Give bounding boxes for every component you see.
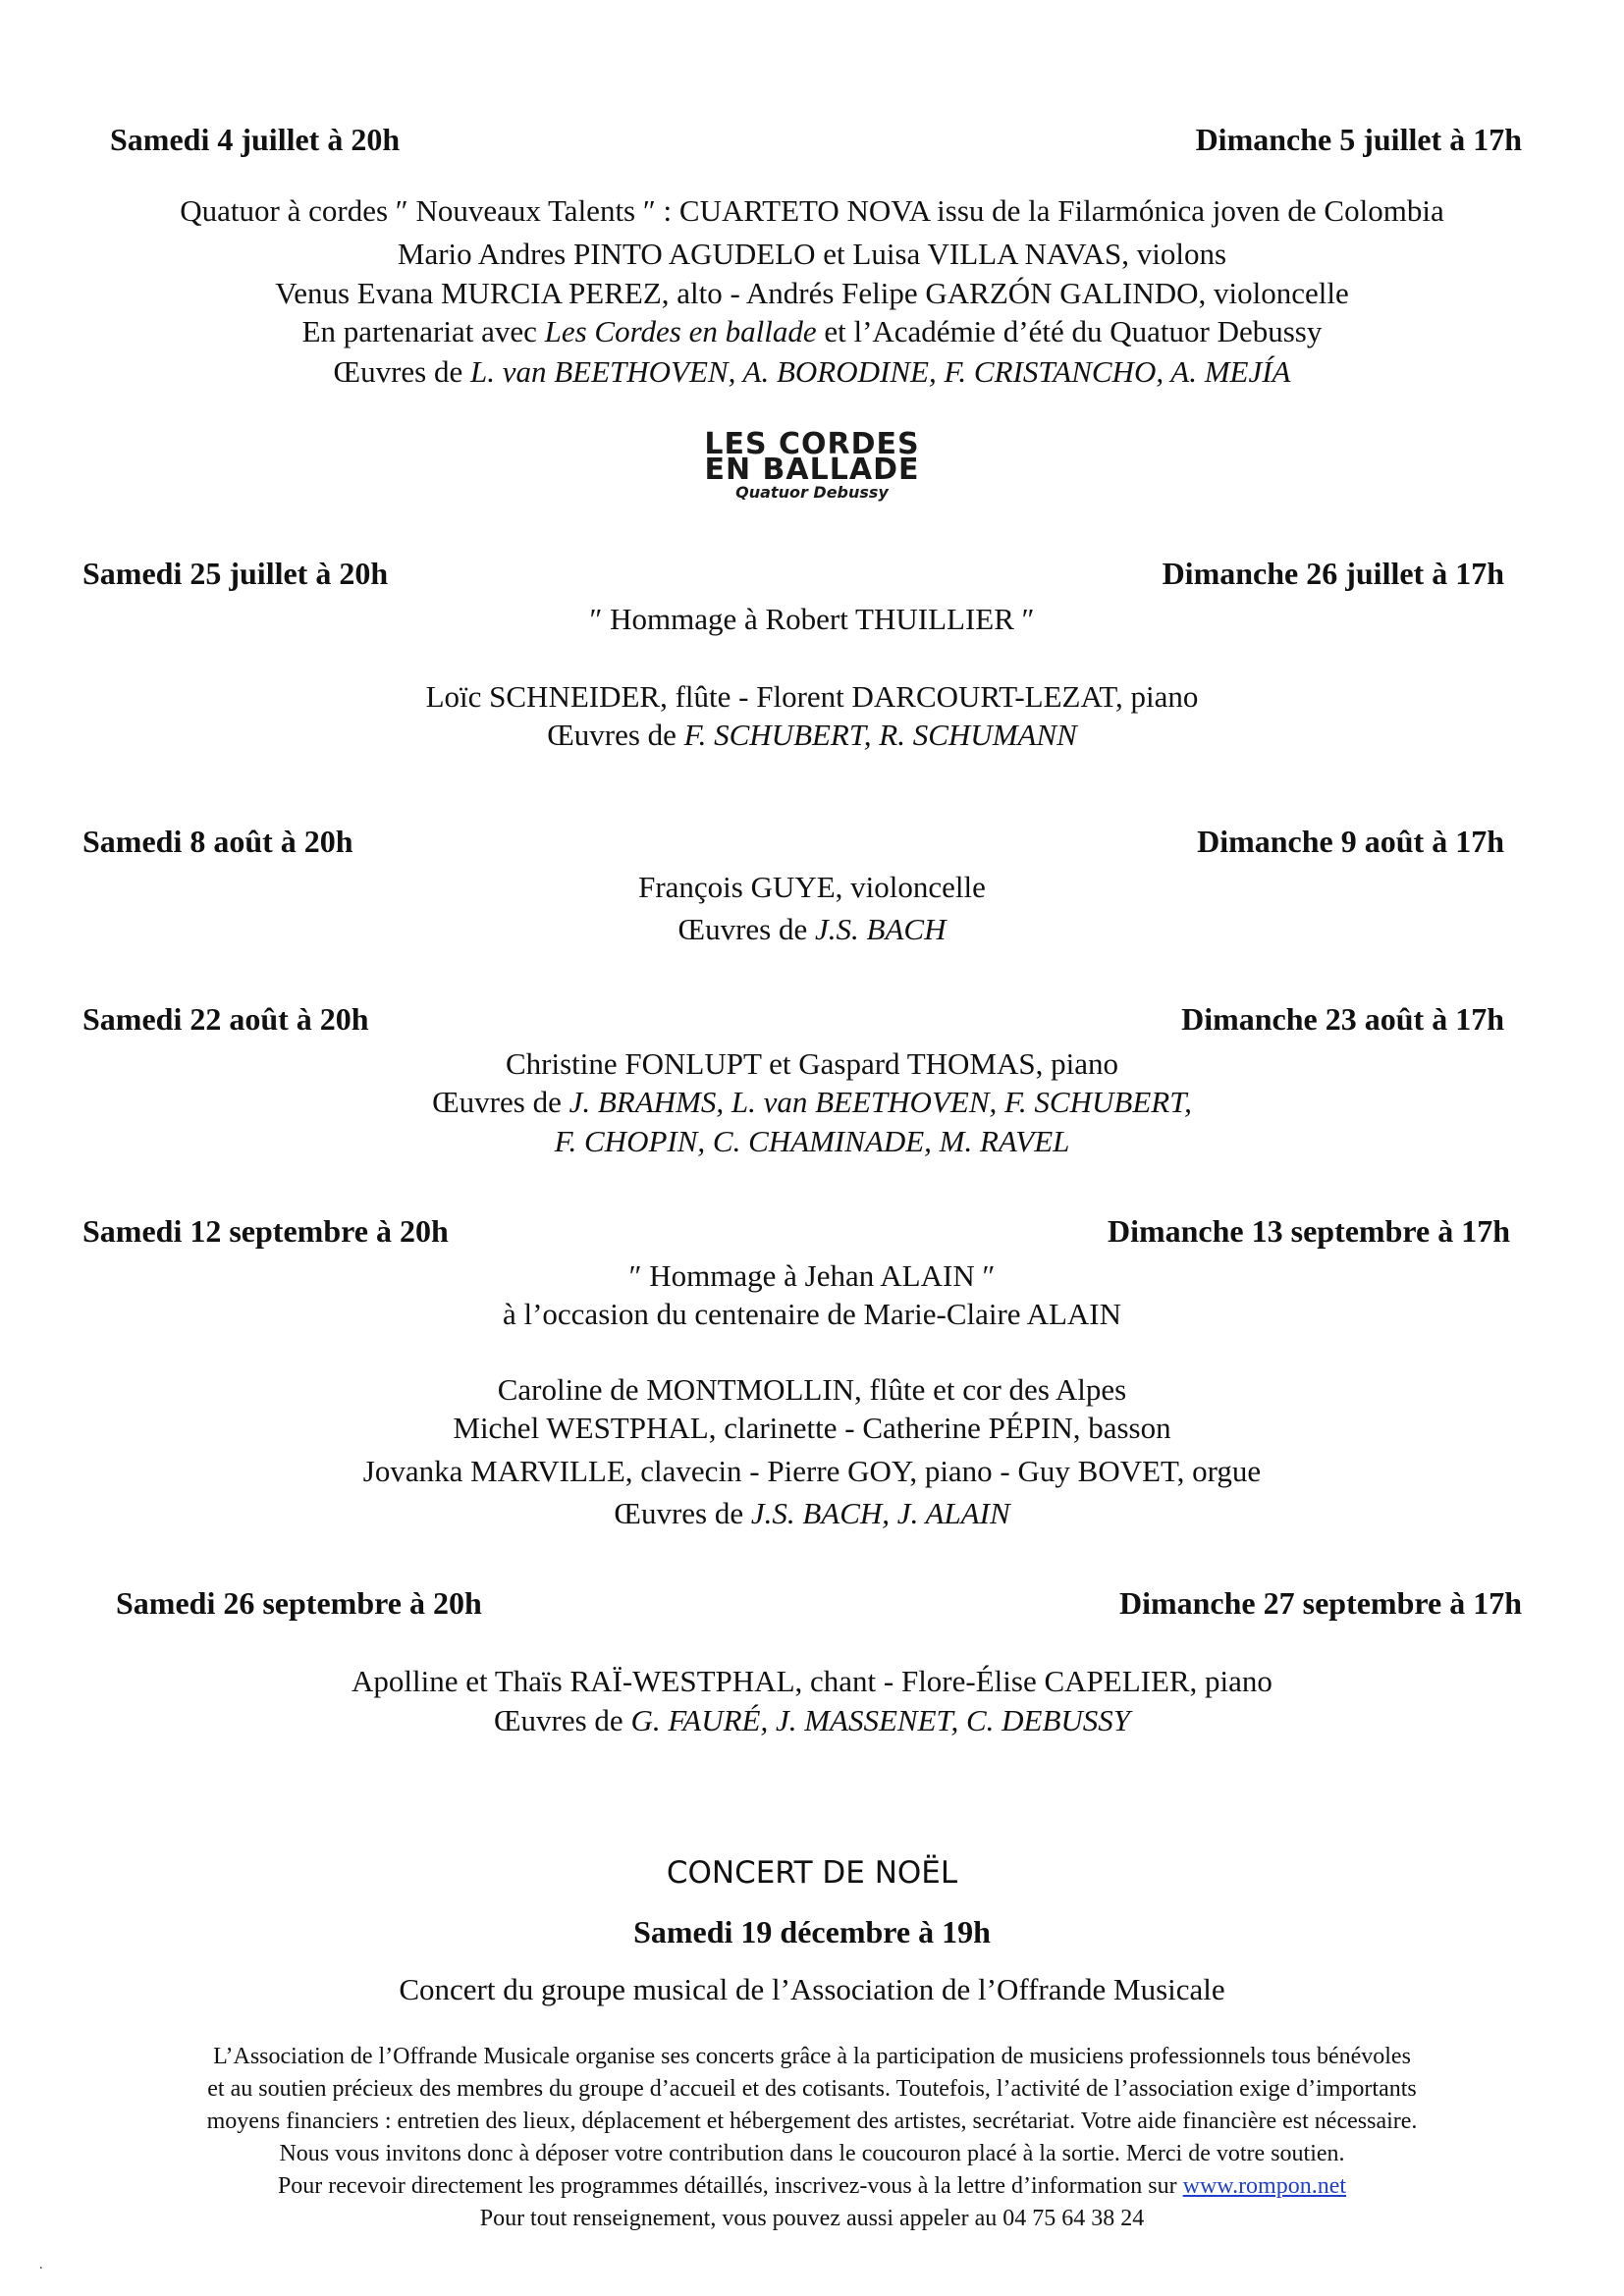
page-mark: . [39, 2258, 43, 2272]
concert-2-sunday-date: Dimanche 26 juillet à 17h [1162, 556, 1504, 591]
concert-5-line-1: ″ Hommage à Jehan ALAIN ″ [628, 1258, 996, 1293]
concert-1-line-3: Venus Evana MURCIA PEREZ, alto - Andrés Felipe GARZÓN GALINDO, violoncelle [275, 276, 1349, 310]
noel-date: Samedi 19 décembre à 19h [633, 1914, 991, 1949]
concert-6-line-1: Apolline et Thaïs RAÏ-WESTPHAL, chant - Flore-Élise CAPELIER, piano [352, 1664, 1272, 1698]
concert-6-sunday-date: Dimanche 27 septembre à 17h [1118, 1585, 1522, 1621]
footer-line-2: et au soutien précieux des membres du groupe d’accueil et des cotisants. Toutefois, l’activité de l’association exige d’importants [207, 2076, 1417, 2102]
concert-2-line-2: Loïc SCHNEIDER, flûte - Florent DARCOURT-LEZAT, piano [425, 679, 1199, 714]
concert-3-works: Œuvres de J.S. BACH [677, 912, 947, 946]
concert-5-line-2: à l’occasion du centenaire de Marie-Claire ALAIN [502, 1297, 1122, 1331]
footer-line-1: L’Association de l’Offrande Musicale organise ses concerts grâce à la participation de musiciens professionnels tous bénévoles [213, 2044, 1411, 2069]
concert-2-line-1: ″ Hommage à Robert THUILLIER ″ [589, 602, 1035, 636]
concert-5-line-5: Jovanka MARVILLE, clavecin - Pierre GOY, piano - Guy BOVET, orgue [362, 1454, 1262, 1488]
concert-4-line-1: Christine FONLUPT et Gaspard THOMAS, piano [506, 1046, 1118, 1081]
concert-1-line-4: En partenariat avec Les Cordes en ballade et l’Académie d’été du Quatuor Debussy [301, 314, 1323, 348]
footer-phone-line: Pour tout renseignement, vous pouvez aussi appeler au 04 75 64 38 24 [479, 2206, 1145, 2231]
concert-5-sunday-date: Dimanche 13 septembre à 17h [1107, 1213, 1510, 1249]
noel-title: CONCERT DE NOËL [666, 1855, 958, 1891]
concert-5-line-3: Caroline de MONTMOLLIN, flûte et cor des Alpes [497, 1372, 1127, 1407]
rompon-link[interactable]: www.rompon.net [1182, 2173, 1347, 2199]
footer-line-3: moyens financiers : entretien des lieux, déplacement et hébergement des artistes, secrétariat. Votre aide financière est nécessaire. [206, 2109, 1418, 2134]
concert-4-works-1: Œuvres de J. BRAHMS, L. van BEETHOVEN, F. SCHUBERT, [432, 1085, 1192, 1119]
concert-1-works: Œuvres de L. van BEETHOVEN, A. BORODINE, F. CRISTANCHO, A. MEJÍA [333, 354, 1291, 389]
noel-description: Concert du groupe musical de l’Association de l’Offrande Musicale [399, 1972, 1225, 2006]
concert-3-saturday-date: Samedi 8 août à 20h [82, 824, 353, 859]
concert-1-saturday-date: Samedi 4 juillet à 20h [110, 122, 401, 157]
concert-2-saturday-date: Samedi 25 juillet à 20h [82, 556, 389, 591]
concert-3-sunday-date: Dimanche 9 août à 17h [1197, 824, 1504, 859]
concert-5-saturday-date: Samedi 12 septembre à 20h [82, 1213, 449, 1249]
footer-newsletter-line: Pour recevoir directement les programmes détaillés, inscrivez-vous à la lettre d’information sur www.rompon.net [277, 2173, 1347, 2199]
concert-4-works-2: F. CHOPIN, C. CHAMINADE, M. RAVEL [554, 1124, 1070, 1158]
concert-1-sunday-date: Dimanche 5 juillet à 17h [1195, 122, 1522, 157]
concert-5-works: Œuvres de J.S. BACH, J. ALAIN [614, 1496, 1010, 1530]
footer-line-4: Nous vous invitons donc à déposer votre contribution dans le coucouron placé à la sortie. Merci de votre soutien. [279, 2141, 1345, 2166]
logo-line-3: Quatuor Debussy [735, 483, 889, 502]
concert-2-works: Œuvres de F. SCHUBERT, R. SCHUMANN [547, 718, 1077, 752]
concert-3-line-1: François GUYE, violoncelle [638, 870, 986, 904]
concert-1-line-2: Mario Andres PINTO AGUDELO et Luisa VILLA NAVAS, violons [397, 237, 1227, 271]
concert-4-saturday-date: Samedi 22 août à 20h [82, 1001, 369, 1037]
les-cordes-en-ballade-logo [0, 427, 1624, 503]
concert-6-saturday-date: Samedi 26 septembre à 20h [116, 1585, 482, 1621]
logo-line-2: EN BALLADE [704, 453, 920, 487]
concert-6-works: Œuvres de G. FAURÉ, J. MASSENET, C. DEBUSSY [493, 1703, 1131, 1737]
concert-4-sunday-date: Dimanche 23 août à 17h [1181, 1001, 1504, 1037]
concert-5-line-4: Michel WESTPHAL, clarinette - Catherine PÉPIN, basson [453, 1411, 1171, 1445]
concert-1-line-1: Quatuor à cordes ″ Nouveaux Talents ″ : CUARTETO NOVA issu de la Filarmónica joven de Colombia [180, 193, 1444, 228]
logo-line-1: LES CORDES [704, 427, 920, 461]
